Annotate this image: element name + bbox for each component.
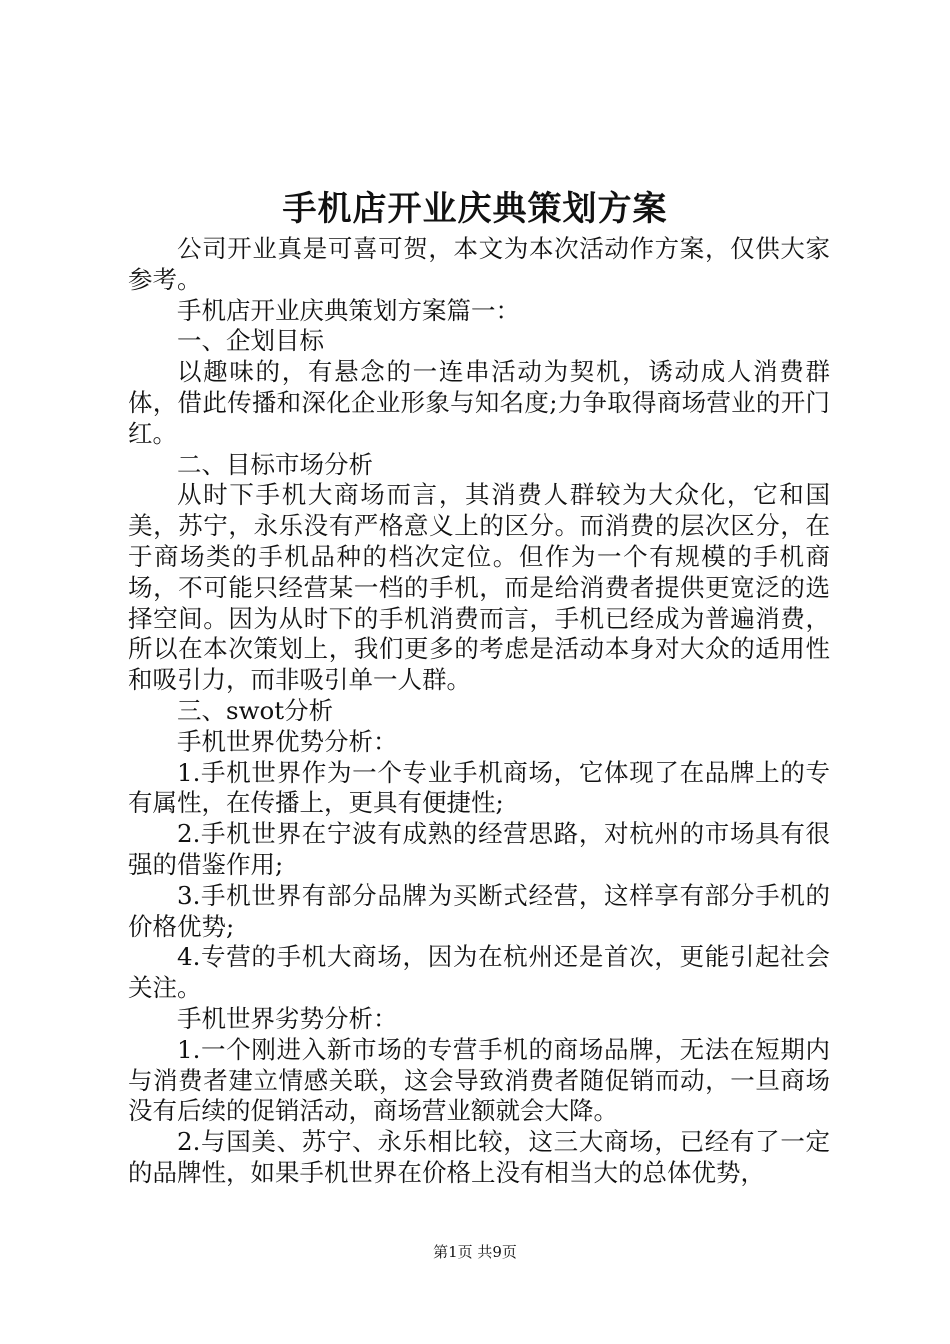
section-heading-market: 二、目标市场分析 [177,449,373,479]
document-body [128,234,830,1189]
list-item-strength-2: 2.手机世界在宁波有成熟的经营思路，对杭州的市场具有很强的借鉴作用; [128,819,830,879]
list-item-strength-1: 1.手机世界作为一个专业手机商场，它体现了在品牌上的专有属性，在传播上，更具有便捷性; [128,757,830,818]
page-footer: 第1页 共9页 [433,1243,517,1261]
list-item-strength-4: 4.专营的手机大商场，因为在杭州还是首次，更能引起社会关注。 [128,942,830,1003]
subheading-weaknesses: 手机世界劣势分析： [177,1003,398,1033]
subheading-strengths: 手机世界优势分析： [177,726,398,756]
section-heading-goal: 一、企划目标 [177,326,324,356]
document-title: 手机店开业庆典策划方案 [282,189,668,229]
list-item-strength-3: 3.手机世界有部分品牌为买断式经营，这样享有部分手机的价格优势; [128,880,830,941]
paragraph-chapter-heading: 手机店开业庆典策划方案篇一： [177,295,520,325]
paragraph-market: 从时下手机大商场而言，其消费人群较为大众化，它和国美，苏宁，永乐没有严格意义上的区分。而消费的层次区分，在于商场类的手机品种的档次定位。但作为一个有规模的手机商场，不可能只经营某一档的手机，而是给消费者提供更宽泛的选择空间。因为从时下的手机消费而言，手机已经成为普遍消费，所以在本次策划上，我们更多的考虑是活动本身对大众的适用性和吸引力，而非吸引单一人群。 [128,480,830,695]
list-item-weakness-2: 2.与国美、苏宁、永乐相比较，这三大商场，已经有了一定的品牌性，如果手机世界在价格上没有相当大的总体优势， [128,1127,830,1187]
paragraph-goal: 以趣味的，有悬念的一连串活动为契机，诱动成人消费群体，借此传播和深化企业形象与知名度;力争取得商场营业的开门红。 [128,357,830,448]
section-heading-swot: 三、swot分析 [177,695,334,725]
paragraph-intro: 公司开业真是可喜可贺，本文为本次活动作方案，仅供大家参考。 [128,234,830,294]
list-item-weakness-1: 1.一个刚进入新市场的专营手机的商场品牌，无法在短期内与消费者建立情感关联，这会导致消费者随促销而动，一旦商场没有后续的促销活动，商场营业额就会大降。 [128,1034,830,1126]
